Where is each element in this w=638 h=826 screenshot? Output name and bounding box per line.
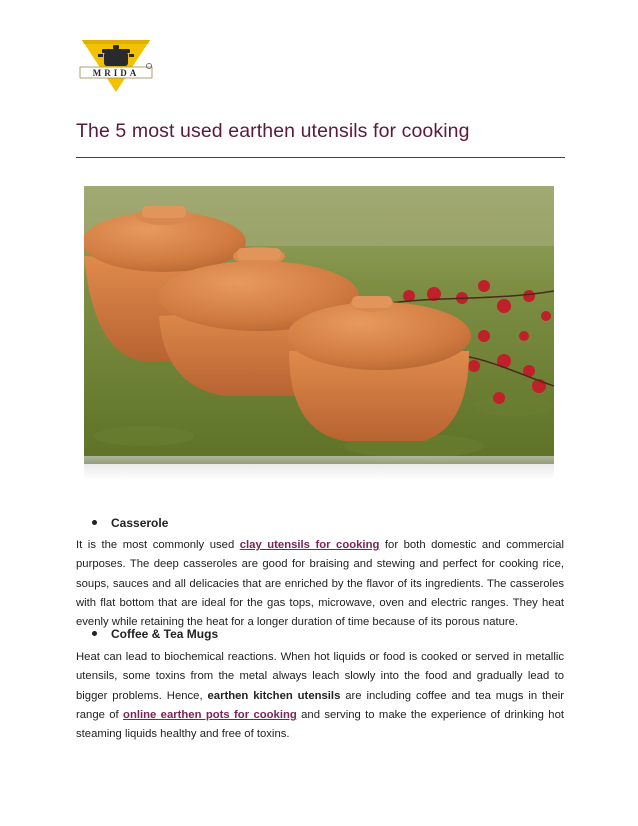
clay-utensils-link[interactable]: clay utensils for cooking — [239, 539, 380, 551]
section-heading-mugs: Coffee & Tea Mugs — [92, 627, 218, 641]
logo-text: MRIDA — [92, 68, 140, 78]
section-paragraph-casserole: It is the most commonly used clay utensils for cooking for both domestic and commercial purposes. The deep casseroles are good for braising and stewing and perfect for cooking rice, soups, sauces and all delicacies that are enriched by the flavor of its ingredients. The casseroles with flat bottom that are ideal for the gas tops, microwave, oven and electric ranges. They heat evenly while retaining the heat for a longer duration of time because of its porous nature. — [76, 539, 564, 629]
bullet-icon — [92, 631, 97, 636]
page-title: The 5 most used earthen utensils for cooking — [76, 120, 470, 142]
earthen-utensils-bold: earthen kitchen utensils — [207, 689, 341, 702]
photo-reflection — [84, 456, 554, 480]
section-paragraph-mugs: Heat can lead to biochemical reactions. When hot liquids or food is cooked or served in metallic utensils, some toxins from the metal always leach slowly into the food and gradually lead to bigger problems. Hence, earthen kitchen utensils are including coffee and tea mugs in their range of online earthen pots for cooking and serving to make the experience of drinking hot steaming liquids healthy and free of toxins. — [76, 651, 565, 741]
online-earthen-pots-link[interactable]: online earthen pots for cooking — [123, 708, 297, 721]
bullet-icon — [92, 520, 97, 525]
brand-logo — [76, 36, 156, 94]
clay-pots-photo — [84, 186, 554, 464]
title-divider — [76, 157, 565, 158]
section-heading-casserole: Casserole — [92, 516, 168, 530]
